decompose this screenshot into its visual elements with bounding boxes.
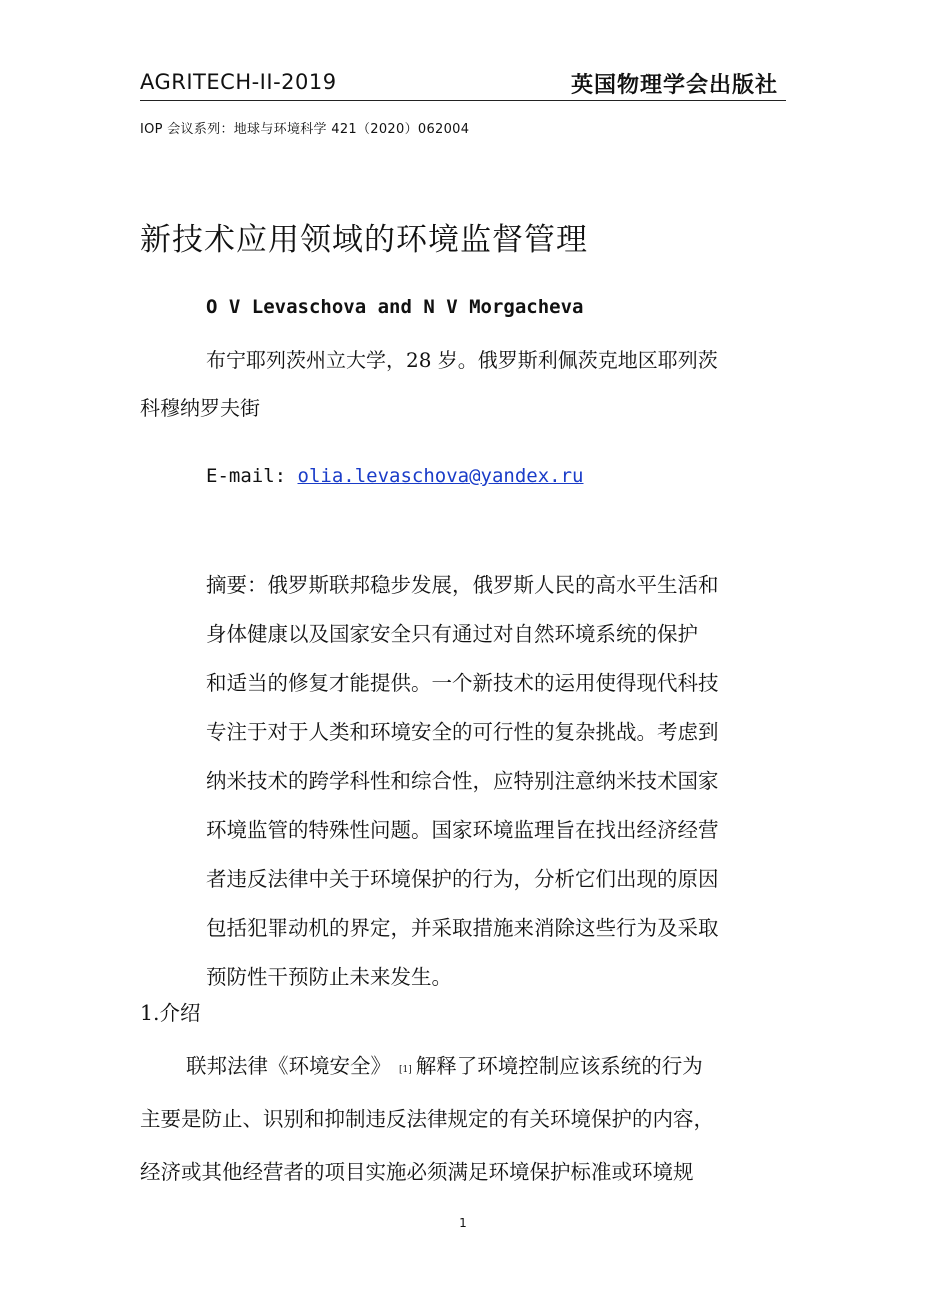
intro-paragraph bbox=[140, 1040, 800, 1199]
paragraph-line bbox=[140, 1040, 800, 1093]
intro-text: 解释了环境控制应该系统的行为 bbox=[415, 1054, 703, 1078]
intro-text: 联邦法律《环境安全》 bbox=[186, 1054, 391, 1078]
abstract-line: 和适当的修复才能提供。一个新技术的运用使得现代科技 bbox=[206, 671, 719, 695]
abstract-line: 摘要：俄罗斯联邦稳步发展，俄罗斯人民的高水平生活和 bbox=[206, 573, 719, 597]
publisher-name: 英国物理学会出版社 bbox=[570, 73, 778, 98]
affiliation-line-2: 科穆纳罗夫街 bbox=[140, 396, 260, 420]
author-list: O V Levaschova and N V Morgacheva bbox=[206, 296, 584, 318]
section-heading: 1.介绍 bbox=[140, 1001, 201, 1025]
abstract bbox=[206, 561, 806, 1002]
running-header bbox=[140, 68, 786, 101]
abstract-line: 预防性干预防止未来发生。 bbox=[206, 965, 452, 989]
abstract-line: 身体健康以及国家安全只有通过对自然环境系统的保护 bbox=[206, 622, 698, 646]
citation-reference[interactable]: [1] bbox=[399, 1065, 412, 1075]
email-label: E-mail: bbox=[206, 465, 298, 487]
affiliation-line-1: 布宁耶列茨州立大学，28 岁。俄罗斯利佩茨克地区耶列茨 bbox=[206, 348, 718, 372]
page-number: 1 bbox=[459, 1216, 467, 1230]
email-line bbox=[206, 465, 584, 487]
abstract-line: 包括犯罪动机的界定，并采取措施来消除这些行为及采取 bbox=[206, 916, 719, 940]
conference-name: AGRITECH-II-2019 bbox=[140, 70, 337, 94]
paper-title: 新技术应用领域的环境监督管理 bbox=[140, 222, 588, 258]
paragraph-line: 主要是防止、识别和抑制违反法律规定的有关环境保护的内容， bbox=[140, 1107, 714, 1131]
journal-citation: IOP 会议系列：地球与环境科学 421（2020）062004 bbox=[140, 122, 470, 137]
abstract-line: 环境监管的特殊性问题。国家环境监理旨在找出经济经营 bbox=[206, 818, 719, 842]
paragraph-line: 经济或其他经营者的项目实施必须满足环境保护标准或环境规 bbox=[140, 1160, 694, 1184]
email-link[interactable]: olia.levaschova@yandex.ru bbox=[297, 465, 584, 487]
abstract-line: 者违反法律中关于环境保护的行为，分析它们出现的原因 bbox=[206, 867, 719, 891]
abstract-line: 纳米技术的跨学科性和综合性，应特别注意纳米技术国家 bbox=[206, 769, 719, 793]
abstract-line: 专注于对于人类和环境安全的可行性的复杂挑战。考虑到 bbox=[206, 720, 719, 744]
